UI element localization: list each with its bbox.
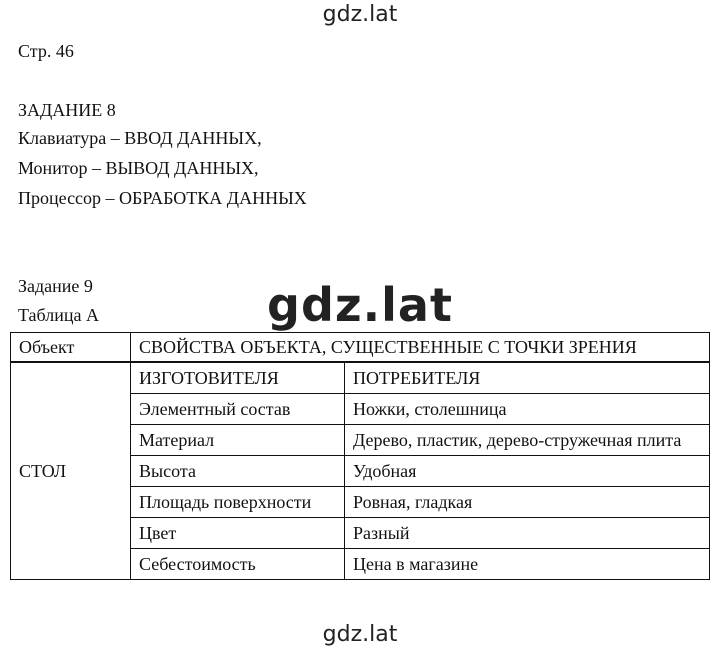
watermark-middle: gdz.lat	[267, 278, 453, 332]
consumer-cell: Цена в магазине	[345, 549, 710, 580]
watermark-bottom: gdz.lat	[322, 622, 398, 647]
header-properties: СВОЙСТВА ОБЪЕКТА, СУЩЕСТВЕННЫЕ С ТОЧКИ ЗРЕНИЯ	[131, 333, 710, 363]
header-object: Объект	[11, 333, 131, 363]
consumer-cell: Ровная, гладкая	[345, 487, 710, 518]
table-title: Таблица А	[18, 305, 99, 325]
manufacturer-cell: Себестоимость	[131, 549, 345, 580]
properties-table	[10, 332, 710, 580]
manufacturer-cell: Материал	[131, 425, 345, 456]
watermark-top: gdz.lat	[322, 2, 398, 27]
subheader-consumer: ПОТРЕБИТЕЛЯ	[345, 362, 710, 394]
task9-title: Задание 9	[18, 276, 93, 296]
table-subheader-row	[11, 362, 710, 394]
manufacturer-cell: Высота	[131, 456, 345, 487]
task8-line-3: Процессор – ОБРАБОТКА ДАННЫХ	[18, 188, 307, 208]
subheader-manufacturer: ИЗГОТОВИТЕЛЯ	[131, 362, 345, 394]
page-number: Стр. 46	[18, 41, 74, 61]
object-cell: СТОЛ	[11, 362, 131, 580]
task8-line-1: Клавиатура – ВВОД ДАННЫХ,	[18, 128, 262, 148]
manufacturer-cell: Площадь поверхности	[131, 487, 345, 518]
task8-line-2: Монитор – ВЫВОД ДАННЫХ,	[18, 158, 259, 178]
table-header-row	[11, 333, 710, 363]
manufacturer-cell: Элементный состав	[131, 394, 345, 425]
consumer-cell: Дерево, пластик, дерево-стружечная плита	[345, 425, 710, 456]
consumer-cell: Разный	[345, 518, 710, 549]
consumer-cell: Ножки, столешница	[345, 394, 710, 425]
task8-title: ЗАДАНИЕ 8	[18, 100, 116, 120]
consumer-cell: Удобная	[345, 456, 710, 487]
manufacturer-cell: Цвет	[131, 518, 345, 549]
